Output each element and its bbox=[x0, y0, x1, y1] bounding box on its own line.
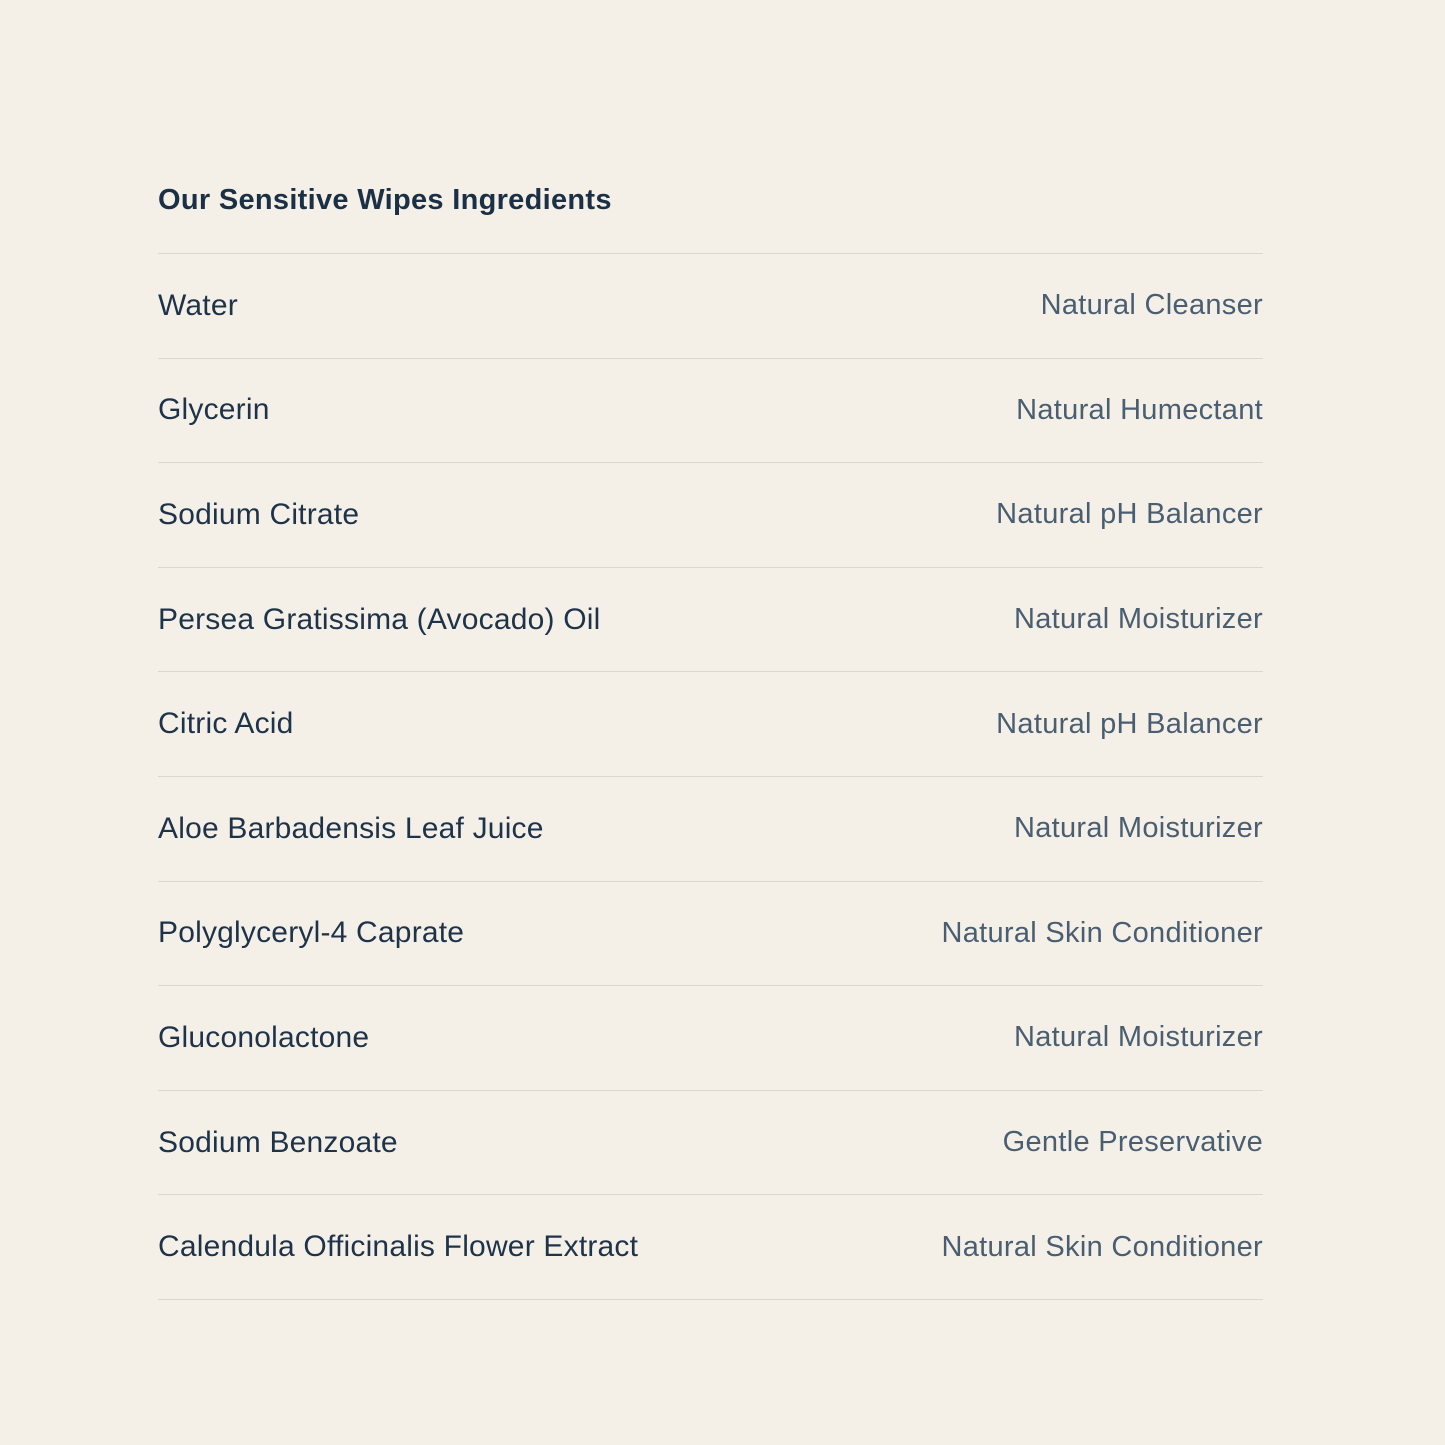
ingredient-row bbox=[158, 568, 1263, 673]
ingredient-name: Citric Acid bbox=[158, 707, 294, 741]
ingredients-panel bbox=[158, 0, 1263, 1300]
ingredient-function: Natural Cleanser bbox=[1040, 289, 1263, 322]
ingredient-row bbox=[158, 254, 1263, 359]
ingredient-function: Natural Moisturizer bbox=[1013, 1021, 1263, 1054]
ingredient-name: Water bbox=[158, 288, 238, 322]
ingredient-name: Sodium Citrate bbox=[158, 497, 360, 531]
ingredient-row bbox=[158, 1091, 1263, 1196]
ingredient-row bbox=[158, 672, 1263, 777]
ingredient-function: Natural Skin Conditioner bbox=[941, 1230, 1263, 1263]
ingredient-function: Natural pH Balancer bbox=[996, 498, 1263, 531]
ingredient-name: Sodium Benzoate bbox=[158, 1125, 398, 1159]
ingredient-function: Gentle Preservative bbox=[1002, 1126, 1263, 1159]
ingredient-function: Natural Humectant bbox=[1016, 393, 1263, 426]
ingredient-name: Calendula Officinalis Flower Extract bbox=[158, 1230, 639, 1264]
ingredient-row bbox=[158, 1195, 1263, 1300]
ingredient-name: Glycerin bbox=[158, 393, 270, 427]
ingredient-row bbox=[158, 359, 1263, 464]
ingredient-row bbox=[158, 986, 1263, 1091]
ingredient-function: Natural pH Balancer bbox=[996, 707, 1263, 740]
ingredient-function: Natural Moisturizer bbox=[1013, 603, 1263, 636]
ingredients-table bbox=[158, 253, 1263, 1300]
ingredient-row bbox=[158, 882, 1263, 987]
ingredient-row bbox=[158, 777, 1263, 882]
ingredient-name: Gluconolactone bbox=[158, 1020, 370, 1054]
ingredient-name: Aloe Barbadensis Leaf Juice bbox=[158, 811, 544, 845]
ingredient-name: Polyglyceryl-4 Caprate bbox=[158, 916, 465, 950]
ingredient-name: Persea Gratissima (Avocado) Oil bbox=[158, 602, 601, 636]
ingredient-function: Natural Moisturizer bbox=[1013, 812, 1263, 845]
ingredient-row bbox=[158, 463, 1263, 568]
page-title: Our Sensitive Wipes Ingredients bbox=[158, 184, 612, 216]
ingredient-function: Natural Skin Conditioner bbox=[941, 916, 1263, 949]
